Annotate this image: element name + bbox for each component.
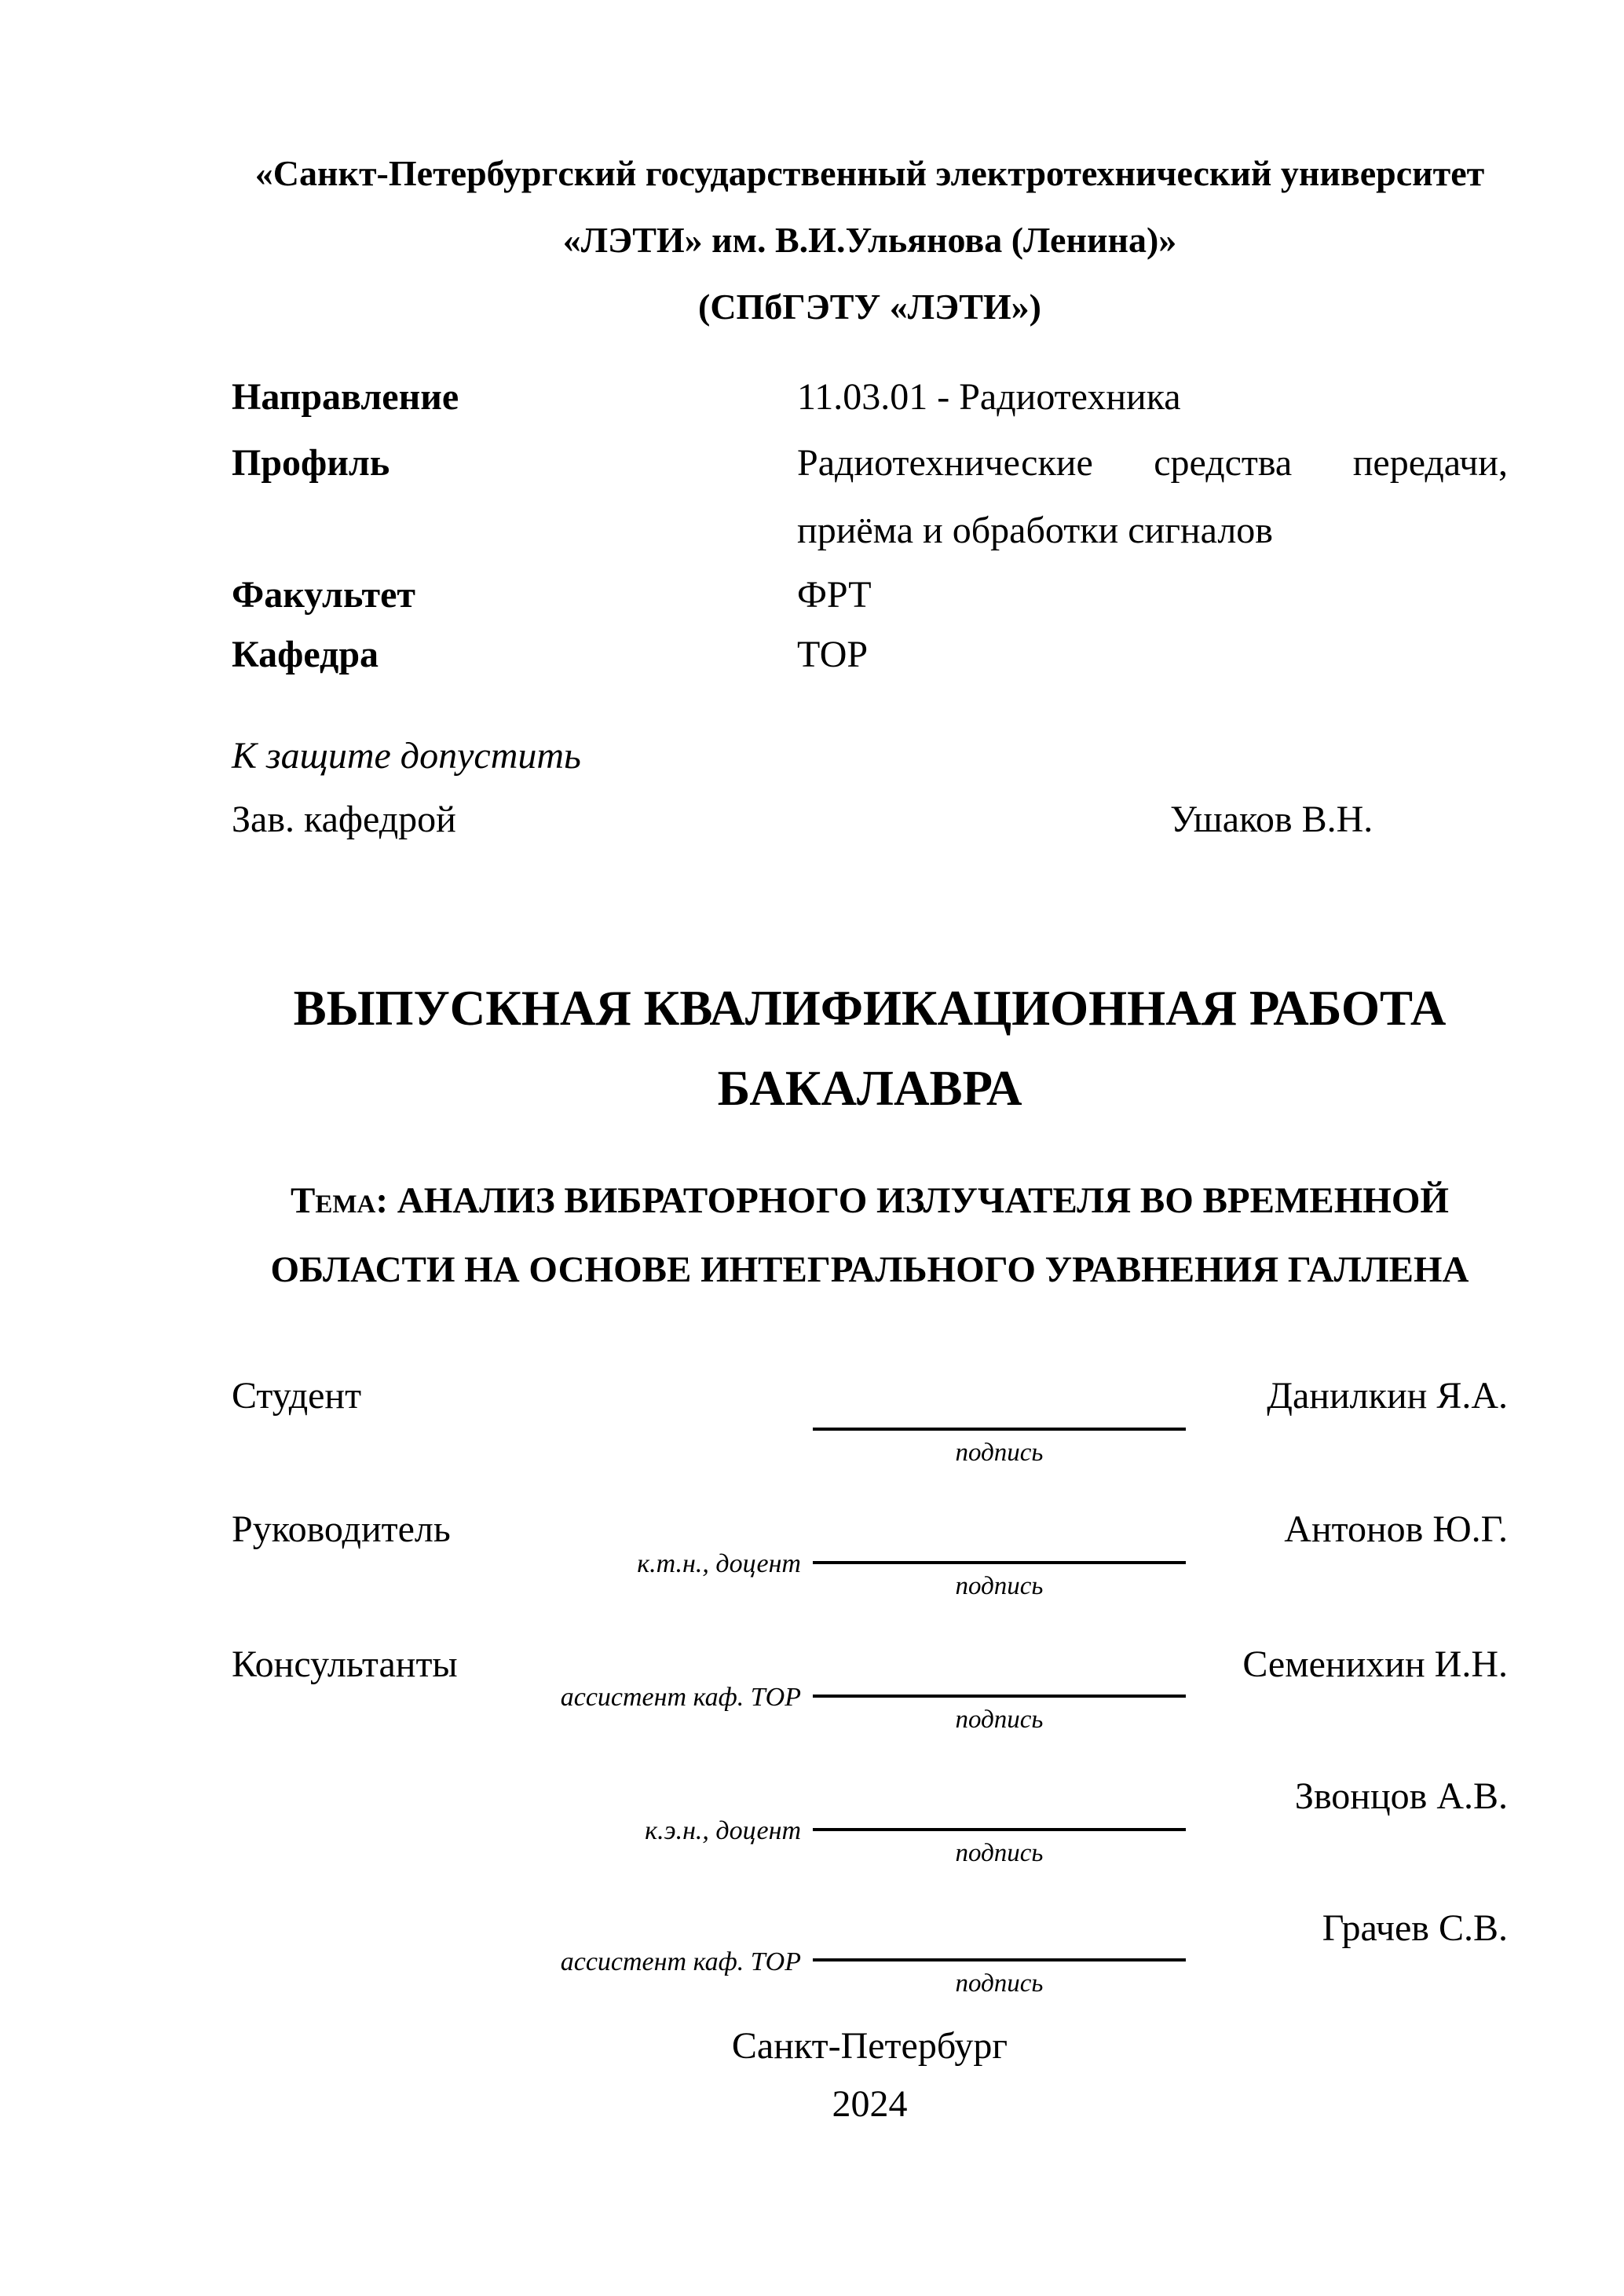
university-header-line-2: «ЛЭТИ» им. В.И.Ульянова (Ленина)» — [562, 220, 1177, 260]
signature-caption: подпись — [955, 1572, 1044, 1600]
signature-qualification-consultant-3: ассистент каф. ТОР — [560, 1947, 801, 1976]
signature-role-student: Студент — [232, 1375, 362, 1417]
field-value-profile-line-2: приёма и обработки сигналов — [797, 510, 1273, 551]
signature-caption: подпись — [955, 1706, 1044, 1734]
work-title-line-2: БАКАЛАВРА — [717, 1061, 1022, 1116]
theme-line-1-text: АНАЛИЗ ВИБРАТОРНОГО ИЗЛУЧАТЕЛЯ ВО ВРЕМЕННОЙ — [397, 1180, 1449, 1221]
university-header-line-1: «Санкт-Петербургский государственный электротехнический университет — [254, 153, 1485, 193]
field-value-direction: 11.03.01 - Радиотехника — [797, 376, 1181, 418]
signature-line — [813, 1428, 1186, 1431]
signature-line — [813, 1695, 1186, 1698]
signature-name-consultant-1: Семенихин И.Н. — [1242, 1643, 1508, 1685]
signature-qualification-supervisor: к.т.н., доцент — [637, 1549, 801, 1578]
field-label-faculty: Факультет — [232, 574, 415, 616]
footer-year: 2024 — [832, 2083, 908, 2125]
theme-line-1 — [232, 1179, 1508, 1222]
field-label-department: Кафедра — [232, 634, 379, 675]
signature-role-consultants: Консультанты — [232, 1643, 458, 1685]
signature-name-supervisor: Антонов Ю.Г. — [1284, 1508, 1508, 1550]
field-value-faculty: ФРТ — [797, 574, 872, 616]
field-label-direction: Направление — [232, 376, 459, 418]
field-label-profile: Профиль — [232, 442, 390, 484]
signature-qualification-consultant-2: к.э.н., доцент — [645, 1816, 801, 1845]
admission-name: Ушаков В.Н. — [1170, 799, 1373, 840]
signature-name-consultant-3: Грачев С.В. — [1322, 1907, 1508, 1949]
signature-name-student: Данилкин Я.А. — [1267, 1375, 1508, 1417]
signature-qualification-consultant-1: ассистент каф. ТОР — [560, 1683, 801, 1712]
field-value-profile-line-1: Радиотехнические средства передачи, — [797, 442, 1508, 484]
signature-line — [813, 1958, 1186, 1961]
field-value-department: ТОР — [797, 634, 869, 675]
footer-city: Санкт-Петербург — [731, 2025, 1008, 2067]
admission-role: Зав. кафедрой — [232, 799, 456, 840]
work-title-line-1: ВЫПУСКНАЯ КВАЛИФИКАЦИОННАЯ РАБОТА — [293, 981, 1447, 1036]
signature-line — [813, 1828, 1186, 1831]
university-header-line-3: (СПбГЭТУ «ЛЭТИ») — [698, 287, 1041, 327]
signature-line — [813, 1561, 1186, 1564]
admission-note: К защите допустить — [232, 735, 581, 777]
signature-caption: подпись — [955, 1839, 1044, 1867]
signature-role-supervisor: Руководитель — [232, 1508, 451, 1550]
signature-caption: подпись — [955, 1439, 1044, 1467]
theme-prefix: Тема: — [291, 1180, 397, 1221]
signature-caption: подпись — [955, 1969, 1044, 1998]
theme-line-2: ОБЛАСТИ НА ОСНОВЕ ИНТЕГРАЛЬНОГО УРАВНЕНИЯ ГАЛЛЕНА — [270, 1249, 1469, 1290]
signature-name-consultant-2: Звонцов А.В. — [1294, 1775, 1508, 1817]
